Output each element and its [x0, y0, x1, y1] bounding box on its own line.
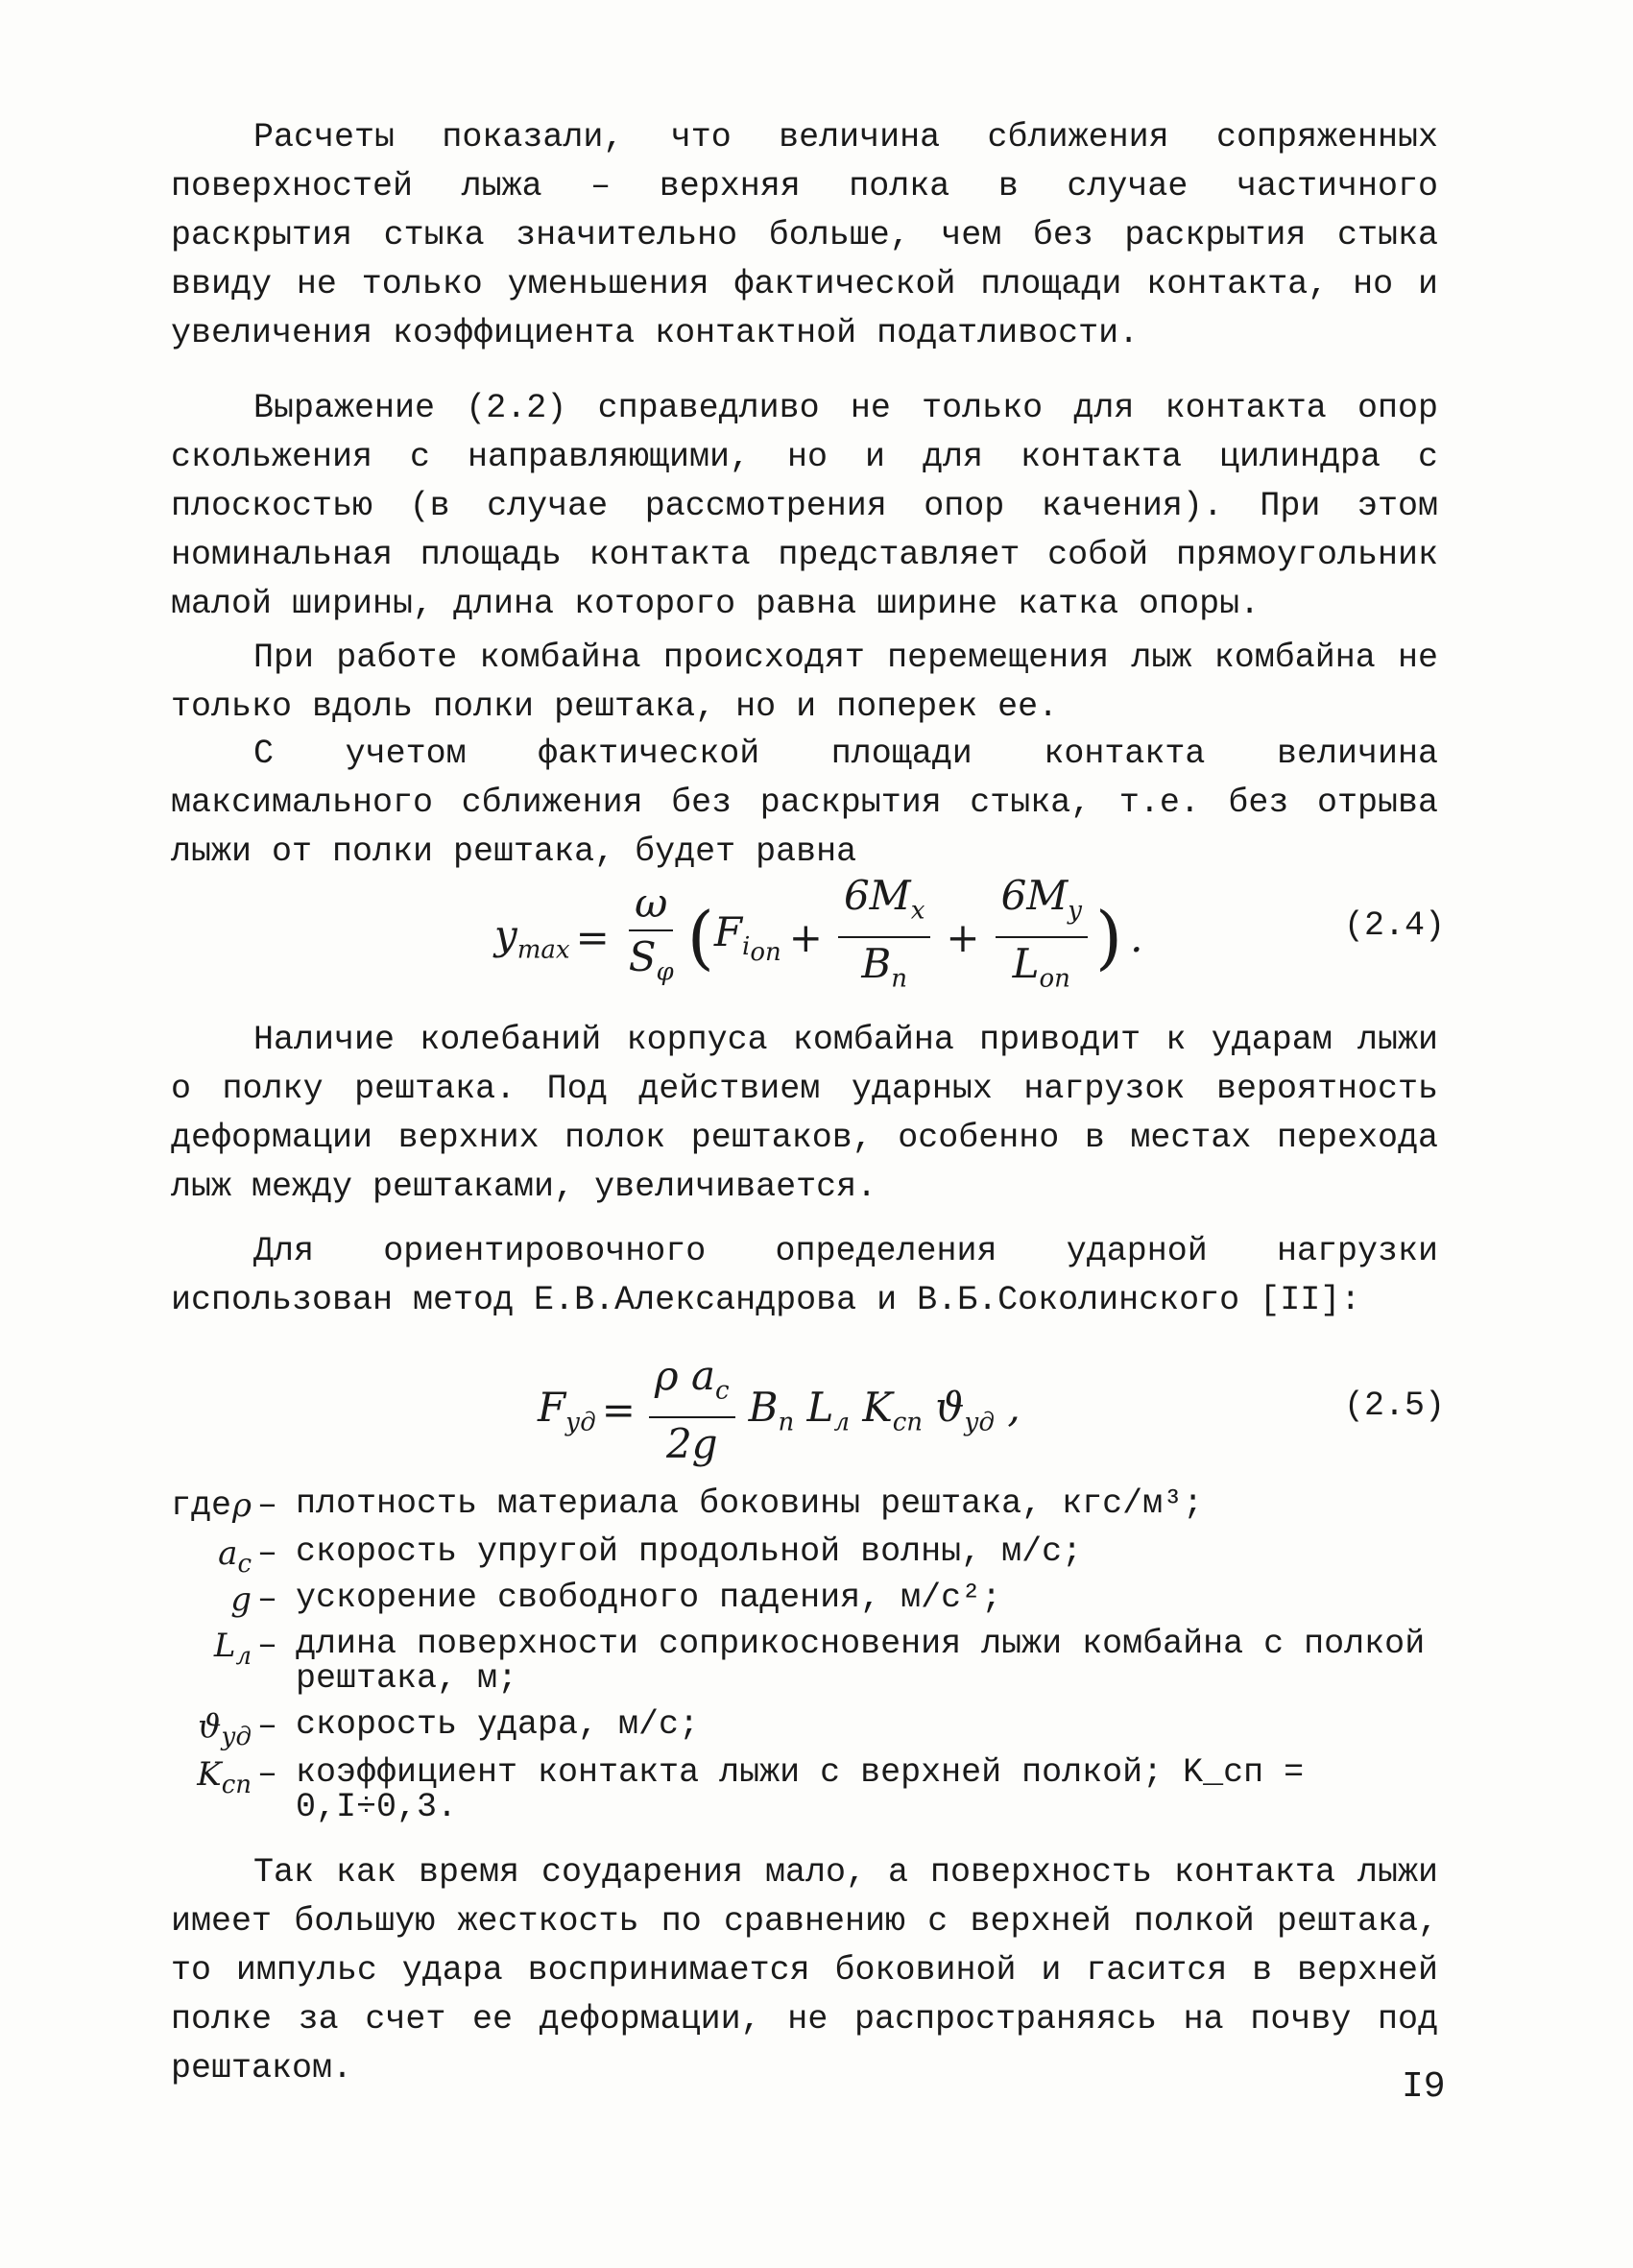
- equation-number-2-4: (2.4): [1344, 906, 1446, 945]
- definition-item: $L_л$ – длина поверхности соприкосновения лыжи комбайна с полкой рештака, м;: [171, 1627, 1448, 1707]
- paragraph-4: С учетом фактической площади контакта величина максимального сближения без раскрытия стыка, т.е. без отрыва лыжи от полки рештака, будет равна: [171, 735, 1438, 871]
- definition-text: скорость удара, м/с;: [296, 1705, 700, 1744]
- definition-text: коэффициент контакта лыжи с верхней полкой; K_сп = 0,I÷0,3.: [296, 1753, 1305, 1826]
- formula-2-5: [0, 1354, 1633, 1488]
- paragraph-3: При работе комбайна происходят перемещения лыж комбайна не только вдоль полки рештака, но и поперек ее.: [171, 639, 1438, 726]
- paragraph-2: Выражение (2.2) справедливо не только для контакта опор скольжения с направляющими, но и для контакта цилиндра с плоскостью (в случае рассмотрения опор качения). При этом номинальная площадь контакта представляет собой прямоугольник малой ширины, длина которого равна ширине катка опоры.: [171, 389, 1438, 623]
- definition-symbol: $a_c$: [218, 1534, 252, 1579]
- definition-item: g – ускорение свободного падения, м/с²;: [171, 1580, 1448, 1627]
- definitions-list: [171, 1486, 1448, 1836]
- page-number: I9: [1402, 2066, 1446, 2108]
- definition-symbol: g: [230, 1580, 252, 1619]
- definition-text: длина поверхности соприкосновения лыжи комбайна с полкой рештака, м;: [296, 1625, 1426, 1698]
- definition-symbol: $K_{сп}$: [197, 1755, 252, 1799]
- where-label: где: [171, 1486, 232, 1525]
- definition-symbol: $L_л$: [213, 1627, 252, 1671]
- paragraph-5: Наличие колебаний корпуса комбайна приводит к ударам лыжи о полку рештака. Под действием ударных нагрузок вероятность деформации верхних полок рештаков, особенно в местах перехода лыж между рештаками, увеличивается.: [171, 1021, 1438, 1206]
- definition-item: $ϑ_{уд}$ – скорость удара, м/с;: [171, 1707, 1448, 1755]
- formula-2-4: [0, 874, 1633, 1008]
- definition-symbol: $ϑ_{уд}$: [198, 1707, 252, 1751]
- equation-number-2-5: (2.5): [1344, 1387, 1446, 1425]
- definition-item: $K_{сп}$ – коэффициент контакта лыжи с верхней полкой; K_сп = 0,I÷0,3.: [171, 1755, 1448, 1836]
- formula-2-4-expression: $y_{max}$ = $\frac{\omega}{S_\varphi}$ ( $F_{i_{on}}$ + $\frac{6M_x}{B_n}$ + $\frac{6M_y}{L_{on}}$ ) .: [494, 872, 1143, 994]
- paragraph-1: Расчеты показали, что величина сближения сопряженных поверхностей лыжа – верхняя полка в случае частичного раскрытия стыка значительно больше, чем без раскрытия стыка ввиду не только уменьшения фактической площади контакта, но и увеличения коэффициента контактной податливости.: [171, 118, 1438, 352]
- definition-item: $a_c$ – скорость упругой продольной волны, м/с;: [171, 1534, 1448, 1580]
- definition-symbol: ρ: [232, 1486, 252, 1525]
- definition-text: плотность материала боковины рештака, кгс/м³;: [296, 1484, 1204, 1523]
- formula-2-5-expression: $F_{уд}$ = $\frac{\rho a_c}{2g}$ $B_n$ $L_л$ $K_{сп}$ $ϑ_{уд}$ ,: [538, 1352, 1021, 1468]
- definition-text: скорость упругой продольной волны, м/с;: [296, 1532, 1083, 1571]
- paragraph-6: Для ориентировочного определения ударной нагрузки использован метод Е.В.Александрова и В.Б.Соколинского [II]:: [171, 1232, 1438, 1319]
- definition-text: ускорение свободного падения, м/с²;: [296, 1579, 1002, 1617]
- definition-item: где ρ – плотность материала боковины рештака, кгс/м³;: [171, 1486, 1448, 1534]
- paragraph-7: Так как время соударения мало, а поверхность контакта лыжи имеет большую жесткость по сравнению с верхней полкой рештака, то импульс удара воспринимается боковиной и гасится в верхней полке за счет ее деформации, не распространяясь на почву под рештаком.: [171, 1853, 1438, 2087]
